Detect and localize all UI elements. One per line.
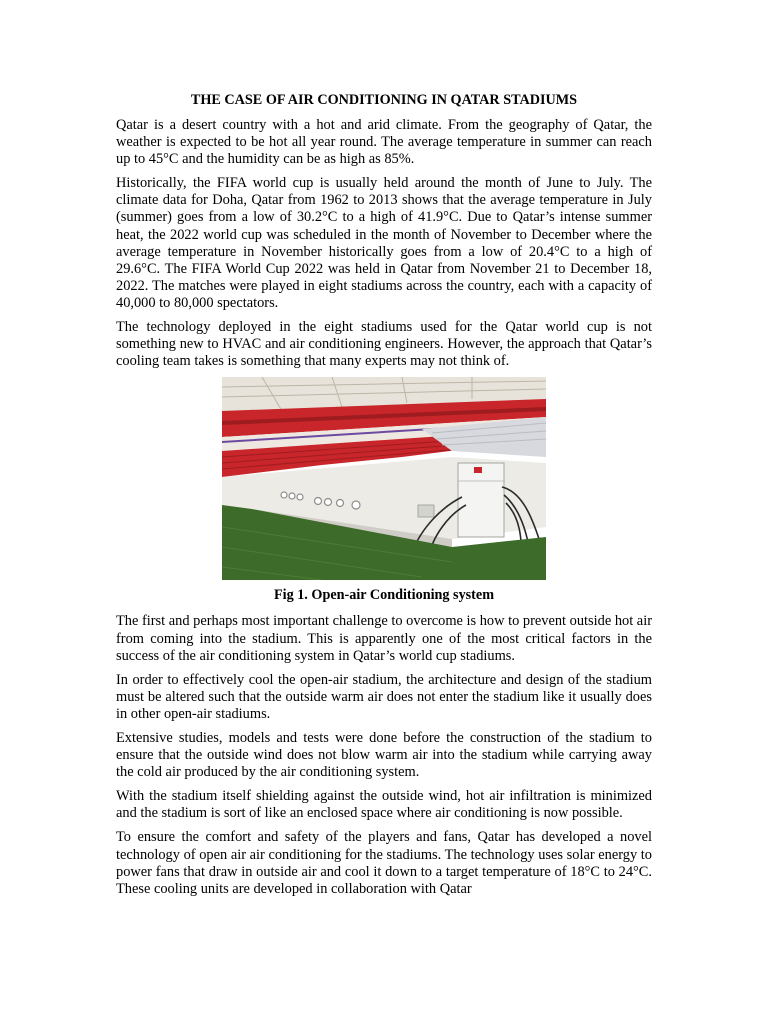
paragraph-history: Historically, the FIFA world cup is usually held around the month of June to July. The climate data for Doha, Qatar from 1962 to 2013 shows that the average temperature in July (summer) goes from a low of 30.2°C to a high of 41.9°C. Due to Qatar’s intense summer heat, the 2022 world cup was scheduled in the month of November to December where the average temperature in November historically goes from a low of 20.4°C to a high of 29.6°C. The FIFA World Cup 2022 was held in Qatar from November 21 to December 18, 2022. The matches were played in eight stadiums across the country, each with a capacity of 40,000 to 80,000 spectators. [116, 175, 652, 311]
stadium-cooling-photo [222, 377, 546, 580]
paragraph-design: In order to effectively cool the open-air stadium, the architecture and design of the stadium must be altered such that the outside warm air does not enter the stadium like it usually does in other open-air stadiums. [116, 671, 652, 722]
figure-caption: Fig 1. Open-air Conditioning system [273, 587, 495, 604]
paragraph-studies: Extensive studies, models and tests were done before the construction of the stadium to ensure that the outside wind does not blow warm air into the stadium while carrying away the cold air produced by the air conditioning system. [116, 729, 652, 781]
paragraph-challenge: The first and perhaps most important challenge to overcome is how to prevent outside hot air from coming into the stadium. This is apparently one of the most critical factors in the success of the air conditioning system in Qatar’s world cup stadiums. [116, 613, 652, 664]
paragraph-technology: The technology deployed in the eight stadiums used for the Qatar world cup is not something new to HVAC and air conditioning engineers. However, the approach that Qatar’s cooling team takes is something that many experts may not think of. [116, 319, 652, 370]
paragraph-shielding: With the stadium itself shielding against the outside wind, hot air infiltration is minimized and the stadium is sort of like an enclosed space where air conditioning is now possible. [116, 788, 652, 822]
paragraph-climate: Qatar is a desert country with a hot and arid climate. From the geography of Qatar, the weather is expected to be hot all year round. The average temperature in summer can reach up to 45°C and the humidity can be as high as 85%. [116, 117, 652, 168]
document-page [116, 92, 652, 905]
paragraph-comfort: To ensure the comfort and safety of the players and fans, Qatar has developed a novel technology of open air air conditioning for the stadiums. The technology uses solar energy to power fans that draw in outside air and cool it down to a target temperature of 18°C to 24°C. These cooling units are developed in collaboration with Qatar [116, 829, 652, 897]
figure-1 [116, 377, 652, 604]
document-title: THE CASE OF AIR CONDITIONING IN QATAR STADIUMS [190, 92, 578, 108]
